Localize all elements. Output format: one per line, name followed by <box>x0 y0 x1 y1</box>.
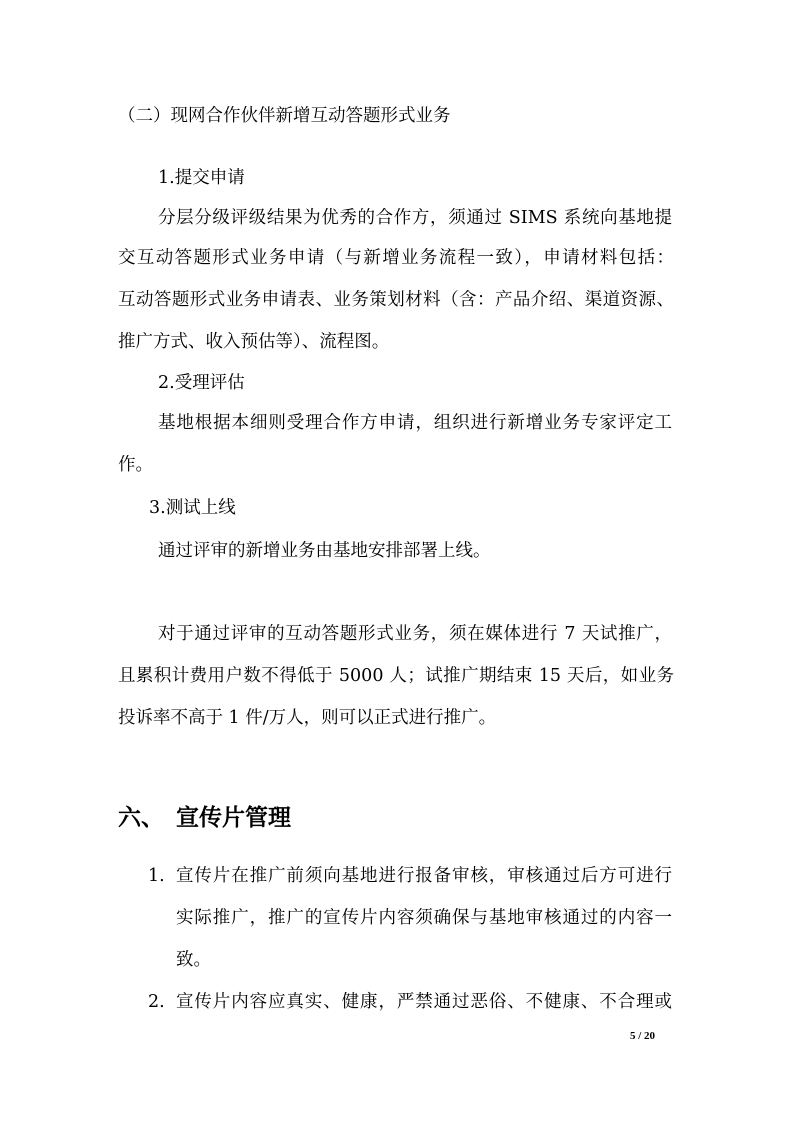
chapter-title: 宣传片管理 <box>176 805 291 831</box>
paragraph-line: 通过评审的新增业务由基地安排部署上线。 <box>158 541 491 561</box>
paragraph-line: 投诉率不高于 1 件/万人，则可以正式进行推广。 <box>118 708 497 728</box>
paragraph-line: 推广方式、收入预估等）、流程图。 <box>118 332 390 352</box>
list-item-line: 宣传片内容应真实、健康，严禁通过恶俗、不健康、不合理或 <box>176 992 672 1012</box>
step-2-title: 2.受理评估 <box>158 373 245 393</box>
list-item-line: 致。 <box>176 950 211 970</box>
paragraph-line: 分层分级评级结果为优秀的合作方，须通过 SIMS 系统向基地提 <box>158 208 672 228</box>
paragraph-line: 且累积计费用户数不得低于 5000 人；试推广期结束 15 天后，如业务 <box>118 666 674 686</box>
paragraph-line: 基地根据本细则受理合作方申请，组织进行新增业务专家评定工 <box>158 413 672 433</box>
subheading: （二）现网合作伙伴新增互动答题形式业务 <box>118 106 451 126</box>
list-item-line: 实际推广，推广的宣传片内容须确保与基地审核通过的内容一 <box>176 908 672 928</box>
paragraph-line: 交互动答题形式业务申请（与新增业务流程一致），申请材料包括： <box>118 248 674 268</box>
list-item-line: 宣传片在推广前须向基地进行报备审核，审核通过后方可进行 <box>176 866 672 886</box>
step-1-title: 1.提交申请 <box>158 168 245 188</box>
page-number: 5 / 20 <box>630 1030 656 1042</box>
paragraph-line: 作。 <box>118 455 153 475</box>
list-item-number: 1. <box>148 866 165 886</box>
paragraph-line: 互动答题形式业务申请表、业务策划材料（含：产品介绍、渠道资源、 <box>118 290 674 310</box>
step-3-title: 3.测试上线 <box>149 498 236 518</box>
chapter-number: 六、 <box>118 805 164 831</box>
paragraph-line: 对于通过评审的互动答题形式业务，须在媒体进行 7 天试推广， <box>158 624 672 644</box>
list-item-number: 2. <box>148 992 165 1012</box>
